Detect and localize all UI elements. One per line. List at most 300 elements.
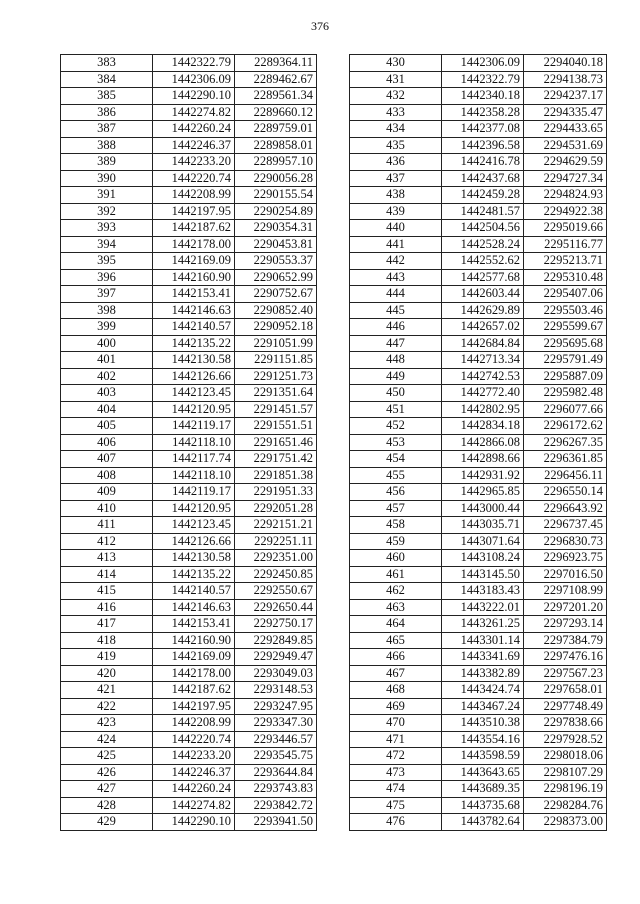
y-coordinate: 2291251.73 xyxy=(235,368,317,385)
x-coordinate: 1442169.09 xyxy=(153,253,235,270)
table-row xyxy=(61,203,317,220)
y-coordinate: 2297201.20 xyxy=(524,599,607,616)
y-coordinate: 2292351.00 xyxy=(235,550,317,567)
table-row xyxy=(350,484,607,501)
table-row xyxy=(61,302,317,319)
x-coordinate: 1442135.22 xyxy=(153,335,235,352)
point-number: 445 xyxy=(350,302,442,319)
table-row xyxy=(61,500,317,517)
point-number: 423 xyxy=(61,715,153,732)
x-coordinate: 1442528.24 xyxy=(442,236,524,253)
table-row xyxy=(61,319,317,336)
table-row xyxy=(61,269,317,286)
y-coordinate: 2298107.29 xyxy=(524,764,607,781)
table-row xyxy=(61,236,317,253)
y-coordinate: 2291851.38 xyxy=(235,467,317,484)
point-number: 390 xyxy=(61,170,153,187)
x-coordinate: 1443735.68 xyxy=(442,797,524,814)
table-row xyxy=(61,550,317,567)
x-coordinate: 1442657.02 xyxy=(442,319,524,336)
x-coordinate: 1442123.45 xyxy=(153,517,235,534)
point-number: 418 xyxy=(61,632,153,649)
y-coordinate: 2296737.45 xyxy=(524,517,607,534)
y-coordinate: 2298373.00 xyxy=(524,814,607,831)
x-coordinate: 1442220.74 xyxy=(153,170,235,187)
y-coordinate: 2291751.42 xyxy=(235,451,317,468)
table-row xyxy=(61,665,317,682)
point-number: 425 xyxy=(61,748,153,765)
x-coordinate: 1442178.00 xyxy=(153,236,235,253)
table-row xyxy=(61,616,317,633)
x-coordinate: 1442965.85 xyxy=(442,484,524,501)
y-coordinate: 2292151.21 xyxy=(235,517,317,534)
table-row xyxy=(61,286,317,303)
y-coordinate: 2293545.75 xyxy=(235,748,317,765)
x-coordinate: 1442140.57 xyxy=(153,319,235,336)
x-coordinate: 1442603.44 xyxy=(442,286,524,303)
point-number: 429 xyxy=(61,814,153,831)
point-number: 459 xyxy=(350,533,442,550)
y-coordinate: 2297384.79 xyxy=(524,632,607,649)
y-coordinate: 2291151.85 xyxy=(235,352,317,369)
y-coordinate: 2292650.44 xyxy=(235,599,317,616)
x-coordinate: 1442246.37 xyxy=(153,137,235,154)
y-coordinate: 2291951.33 xyxy=(235,484,317,501)
table-row xyxy=(350,236,607,253)
table-row xyxy=(61,533,317,550)
point-number: 413 xyxy=(61,550,153,567)
point-number: 417 xyxy=(61,616,153,633)
table-row xyxy=(350,814,607,831)
y-coordinate: 2289660.12 xyxy=(235,104,317,121)
page-number: 376 xyxy=(311,19,329,33)
y-coordinate: 2290254.89 xyxy=(235,203,317,220)
x-coordinate: 1443071.64 xyxy=(442,533,524,550)
table-row xyxy=(61,154,317,171)
point-number: 420 xyxy=(61,665,153,682)
table-row xyxy=(350,649,607,666)
y-coordinate: 2290155.54 xyxy=(235,187,317,204)
table-row xyxy=(350,665,607,682)
point-number: 472 xyxy=(350,748,442,765)
y-coordinate: 2295019.66 xyxy=(524,220,607,237)
y-coordinate: 2292051.28 xyxy=(235,500,317,517)
x-coordinate: 1442274.82 xyxy=(153,104,235,121)
point-number: 475 xyxy=(350,797,442,814)
y-coordinate: 2295213.71 xyxy=(524,253,607,270)
x-coordinate: 1442153.41 xyxy=(153,616,235,633)
table-row xyxy=(61,352,317,369)
point-number: 385 xyxy=(61,88,153,105)
y-coordinate: 2293446.57 xyxy=(235,731,317,748)
x-coordinate: 1442396.58 xyxy=(442,137,524,154)
x-coordinate: 1442119.17 xyxy=(153,484,235,501)
point-number: 460 xyxy=(350,550,442,567)
table-row xyxy=(350,352,607,369)
point-number: 468 xyxy=(350,682,442,699)
y-coordinate: 2292849.85 xyxy=(235,632,317,649)
y-coordinate: 2290453.81 xyxy=(235,236,317,253)
y-coordinate: 2297476.16 xyxy=(524,649,607,666)
table-row xyxy=(61,121,317,138)
table-row xyxy=(350,467,607,484)
table-row xyxy=(61,517,317,534)
x-coordinate: 1443689.35 xyxy=(442,781,524,798)
y-coordinate: 2293743.83 xyxy=(235,781,317,798)
y-coordinate: 2294531.69 xyxy=(524,137,607,154)
y-coordinate: 2291651.46 xyxy=(235,434,317,451)
point-number: 403 xyxy=(61,385,153,402)
point-number: 414 xyxy=(61,566,153,583)
x-coordinate: 1442160.90 xyxy=(153,632,235,649)
point-number: 409 xyxy=(61,484,153,501)
table-row xyxy=(350,731,607,748)
table-row xyxy=(61,418,317,435)
table-row xyxy=(61,632,317,649)
table-row xyxy=(350,632,607,649)
x-coordinate: 1442160.90 xyxy=(153,269,235,286)
table-row xyxy=(61,748,317,765)
y-coordinate: 2293148.53 xyxy=(235,682,317,699)
x-coordinate: 1442233.20 xyxy=(153,748,235,765)
point-number: 465 xyxy=(350,632,442,649)
x-coordinate: 1443382.89 xyxy=(442,665,524,682)
table-row xyxy=(61,467,317,484)
table-row xyxy=(61,583,317,600)
table-row xyxy=(350,715,607,732)
point-number: 453 xyxy=(350,434,442,451)
x-coordinate: 1442684.84 xyxy=(442,335,524,352)
table-row xyxy=(61,434,317,451)
x-coordinate: 1442119.17 xyxy=(153,418,235,435)
point-number: 404 xyxy=(61,401,153,418)
table-row xyxy=(61,649,317,666)
table-row xyxy=(350,137,607,154)
y-coordinate: 2298196.19 xyxy=(524,781,607,798)
point-number: 436 xyxy=(350,154,442,171)
point-number: 428 xyxy=(61,797,153,814)
x-coordinate: 1442153.41 xyxy=(153,286,235,303)
y-coordinate: 2295695.68 xyxy=(524,335,607,352)
y-coordinate: 2290354.31 xyxy=(235,220,317,237)
table-row xyxy=(350,286,607,303)
table-row xyxy=(61,187,317,204)
point-number: 422 xyxy=(61,698,153,715)
x-coordinate: 1442931.92 xyxy=(442,467,524,484)
coordinates-table-left xyxy=(60,54,317,831)
y-coordinate: 2291051.99 xyxy=(235,335,317,352)
y-coordinate: 2295503.46 xyxy=(524,302,607,319)
point-number: 389 xyxy=(61,154,153,171)
x-coordinate: 1442742.53 xyxy=(442,368,524,385)
table-row xyxy=(350,566,607,583)
x-coordinate: 1442437.68 xyxy=(442,170,524,187)
y-coordinate: 2289364.11 xyxy=(235,55,317,72)
table-row xyxy=(61,137,317,154)
table-row xyxy=(350,599,607,616)
x-coordinate: 1442140.57 xyxy=(153,583,235,600)
x-coordinate: 1442208.99 xyxy=(153,715,235,732)
table-row xyxy=(350,220,607,237)
x-coordinate: 1442377.08 xyxy=(442,121,524,138)
point-number: 456 xyxy=(350,484,442,501)
point-number: 395 xyxy=(61,253,153,270)
x-coordinate: 1443183.43 xyxy=(442,583,524,600)
table-row xyxy=(350,368,607,385)
y-coordinate: 2294922.38 xyxy=(524,203,607,220)
point-number: 450 xyxy=(350,385,442,402)
point-number: 415 xyxy=(61,583,153,600)
table-row xyxy=(350,253,607,270)
table-row xyxy=(350,517,607,534)
point-number: 464 xyxy=(350,616,442,633)
y-coordinate: 2294237.17 xyxy=(524,88,607,105)
x-coordinate: 1442290.10 xyxy=(153,88,235,105)
x-coordinate: 1442146.63 xyxy=(153,599,235,616)
point-number: 473 xyxy=(350,764,442,781)
table-row xyxy=(350,104,607,121)
table-row xyxy=(350,764,607,781)
point-number: 386 xyxy=(61,104,153,121)
point-number: 454 xyxy=(350,451,442,468)
y-coordinate: 2297108.99 xyxy=(524,583,607,600)
point-number: 424 xyxy=(61,731,153,748)
x-coordinate: 1443000.44 xyxy=(442,500,524,517)
y-coordinate: 2289462.67 xyxy=(235,71,317,88)
x-coordinate: 1442504.56 xyxy=(442,220,524,237)
point-number: 408 xyxy=(61,467,153,484)
x-coordinate: 1442481.57 xyxy=(442,203,524,220)
y-coordinate: 2290752.67 xyxy=(235,286,317,303)
x-coordinate: 1442126.66 xyxy=(153,368,235,385)
table-row xyxy=(61,220,317,237)
table-row xyxy=(350,71,607,88)
y-coordinate: 2294138.73 xyxy=(524,71,607,88)
table-row xyxy=(350,269,607,286)
x-coordinate: 1443782.64 xyxy=(442,814,524,831)
x-coordinate: 1442552.62 xyxy=(442,253,524,270)
point-number: 411 xyxy=(61,517,153,534)
x-coordinate: 1442187.62 xyxy=(153,220,235,237)
y-coordinate: 2297293.14 xyxy=(524,616,607,633)
y-coordinate: 2293247.95 xyxy=(235,698,317,715)
point-number: 462 xyxy=(350,583,442,600)
x-coordinate: 1442220.74 xyxy=(153,731,235,748)
point-number: 387 xyxy=(61,121,153,138)
x-coordinate: 1442713.34 xyxy=(442,352,524,369)
point-number: 398 xyxy=(61,302,153,319)
table-row xyxy=(350,434,607,451)
y-coordinate: 2296550.14 xyxy=(524,484,607,501)
x-coordinate: 1442246.37 xyxy=(153,764,235,781)
table-row xyxy=(350,203,607,220)
x-coordinate: 1442233.20 xyxy=(153,154,235,171)
y-coordinate: 2293842.72 xyxy=(235,797,317,814)
point-number: 476 xyxy=(350,814,442,831)
y-coordinate: 2292949.47 xyxy=(235,649,317,666)
point-number: 463 xyxy=(350,599,442,616)
x-coordinate: 1442130.58 xyxy=(153,352,235,369)
point-number: 397 xyxy=(61,286,153,303)
x-coordinate: 1442306.09 xyxy=(153,71,235,88)
table-row xyxy=(350,616,607,633)
table-row xyxy=(61,170,317,187)
y-coordinate: 2298284.76 xyxy=(524,797,607,814)
x-coordinate: 1443261.25 xyxy=(442,616,524,633)
y-coordinate: 2291451.57 xyxy=(235,401,317,418)
point-number: 439 xyxy=(350,203,442,220)
x-coordinate: 1443467.24 xyxy=(442,698,524,715)
point-number: 426 xyxy=(61,764,153,781)
point-number: 440 xyxy=(350,220,442,237)
y-coordinate: 2290952.18 xyxy=(235,319,317,336)
table-row xyxy=(350,385,607,402)
point-number: 427 xyxy=(61,781,153,798)
table-row xyxy=(61,698,317,715)
x-coordinate: 1442187.62 xyxy=(153,682,235,699)
table-row xyxy=(350,797,607,814)
x-coordinate: 1442197.95 xyxy=(153,203,235,220)
table-row xyxy=(61,764,317,781)
table-row xyxy=(61,484,317,501)
table-row xyxy=(350,698,607,715)
point-number: 393 xyxy=(61,220,153,237)
table-row xyxy=(350,302,607,319)
x-coordinate: 1442117.74 xyxy=(153,451,235,468)
x-coordinate: 1442169.09 xyxy=(153,649,235,666)
y-coordinate: 2289957.10 xyxy=(235,154,317,171)
point-number: 401 xyxy=(61,352,153,369)
x-coordinate: 1442135.22 xyxy=(153,566,235,583)
table-row xyxy=(350,583,607,600)
point-number: 433 xyxy=(350,104,442,121)
y-coordinate: 2296830.73 xyxy=(524,533,607,550)
x-coordinate: 1442123.45 xyxy=(153,385,235,402)
point-number: 448 xyxy=(350,352,442,369)
x-coordinate: 1443510.38 xyxy=(442,715,524,732)
table-row xyxy=(61,814,317,831)
table-row xyxy=(61,55,317,72)
table-row xyxy=(350,401,607,418)
point-number: 441 xyxy=(350,236,442,253)
x-coordinate: 1442118.10 xyxy=(153,434,235,451)
point-number: 466 xyxy=(350,649,442,666)
point-number: 458 xyxy=(350,517,442,534)
point-number: 442 xyxy=(350,253,442,270)
x-coordinate: 1442208.99 xyxy=(153,187,235,204)
table-row xyxy=(61,781,317,798)
point-number: 392 xyxy=(61,203,153,220)
table-row xyxy=(61,715,317,732)
point-number: 416 xyxy=(61,599,153,616)
point-number: 405 xyxy=(61,418,153,435)
y-coordinate: 2295791.49 xyxy=(524,352,607,369)
table-row xyxy=(61,731,317,748)
table-row xyxy=(61,71,317,88)
x-coordinate: 1443341.69 xyxy=(442,649,524,666)
table-row xyxy=(350,154,607,171)
point-number: 421 xyxy=(61,682,153,699)
x-coordinate: 1442146.63 xyxy=(153,302,235,319)
point-number: 438 xyxy=(350,187,442,204)
y-coordinate: 2289759.01 xyxy=(235,121,317,138)
table-row xyxy=(350,550,607,567)
x-coordinate: 1442197.95 xyxy=(153,698,235,715)
y-coordinate: 2297928.52 xyxy=(524,731,607,748)
y-coordinate: 2290056.28 xyxy=(235,170,317,187)
x-coordinate: 1442126.66 xyxy=(153,533,235,550)
y-coordinate: 2297748.49 xyxy=(524,698,607,715)
table-row xyxy=(350,781,607,798)
x-coordinate: 1442322.79 xyxy=(442,71,524,88)
point-number: 410 xyxy=(61,500,153,517)
x-coordinate: 1443643.65 xyxy=(442,764,524,781)
point-number: 471 xyxy=(350,731,442,748)
y-coordinate: 2290553.37 xyxy=(235,253,317,270)
point-number: 402 xyxy=(61,368,153,385)
y-coordinate: 2296923.75 xyxy=(524,550,607,567)
point-number: 461 xyxy=(350,566,442,583)
y-coordinate: 2293049.03 xyxy=(235,665,317,682)
x-coordinate: 1443222.01 xyxy=(442,599,524,616)
x-coordinate: 1442120.95 xyxy=(153,500,235,517)
table-row xyxy=(350,533,607,550)
table-row xyxy=(350,187,607,204)
x-coordinate: 1442260.24 xyxy=(153,121,235,138)
y-coordinate: 2292450.85 xyxy=(235,566,317,583)
y-coordinate: 2294433.65 xyxy=(524,121,607,138)
point-number: 396 xyxy=(61,269,153,286)
y-coordinate: 2294629.59 xyxy=(524,154,607,171)
x-coordinate: 1442274.82 xyxy=(153,797,235,814)
y-coordinate: 2297567.23 xyxy=(524,665,607,682)
point-number: 444 xyxy=(350,286,442,303)
point-number: 467 xyxy=(350,665,442,682)
x-coordinate: 1443035.71 xyxy=(442,517,524,534)
table-row xyxy=(350,55,607,72)
x-coordinate: 1443554.16 xyxy=(442,731,524,748)
y-coordinate: 2294335.47 xyxy=(524,104,607,121)
table-row xyxy=(350,500,607,517)
y-coordinate: 2292251.11 xyxy=(235,533,317,550)
x-coordinate: 1442118.10 xyxy=(153,467,235,484)
table-row xyxy=(350,121,607,138)
table-row xyxy=(350,418,607,435)
y-coordinate: 2293347.30 xyxy=(235,715,317,732)
y-coordinate: 2292750.17 xyxy=(235,616,317,633)
table-row xyxy=(61,599,317,616)
table-row xyxy=(61,88,317,105)
x-coordinate: 1443145.50 xyxy=(442,566,524,583)
point-number: 383 xyxy=(61,55,153,72)
coordinates-table-right xyxy=(349,54,607,831)
x-coordinate: 1442459.28 xyxy=(442,187,524,204)
x-coordinate: 1442898.66 xyxy=(442,451,524,468)
table-row xyxy=(61,104,317,121)
table-row xyxy=(350,319,607,336)
x-coordinate: 1442834.18 xyxy=(442,418,524,435)
y-coordinate: 2296456.11 xyxy=(524,467,607,484)
y-coordinate: 2296361.85 xyxy=(524,451,607,468)
point-number: 407 xyxy=(61,451,153,468)
y-coordinate: 2290852.40 xyxy=(235,302,317,319)
y-coordinate: 2294727.34 xyxy=(524,170,607,187)
point-number: 434 xyxy=(350,121,442,138)
point-number: 432 xyxy=(350,88,442,105)
y-coordinate: 2289561.34 xyxy=(235,88,317,105)
table-row xyxy=(350,170,607,187)
table-row xyxy=(61,401,317,418)
